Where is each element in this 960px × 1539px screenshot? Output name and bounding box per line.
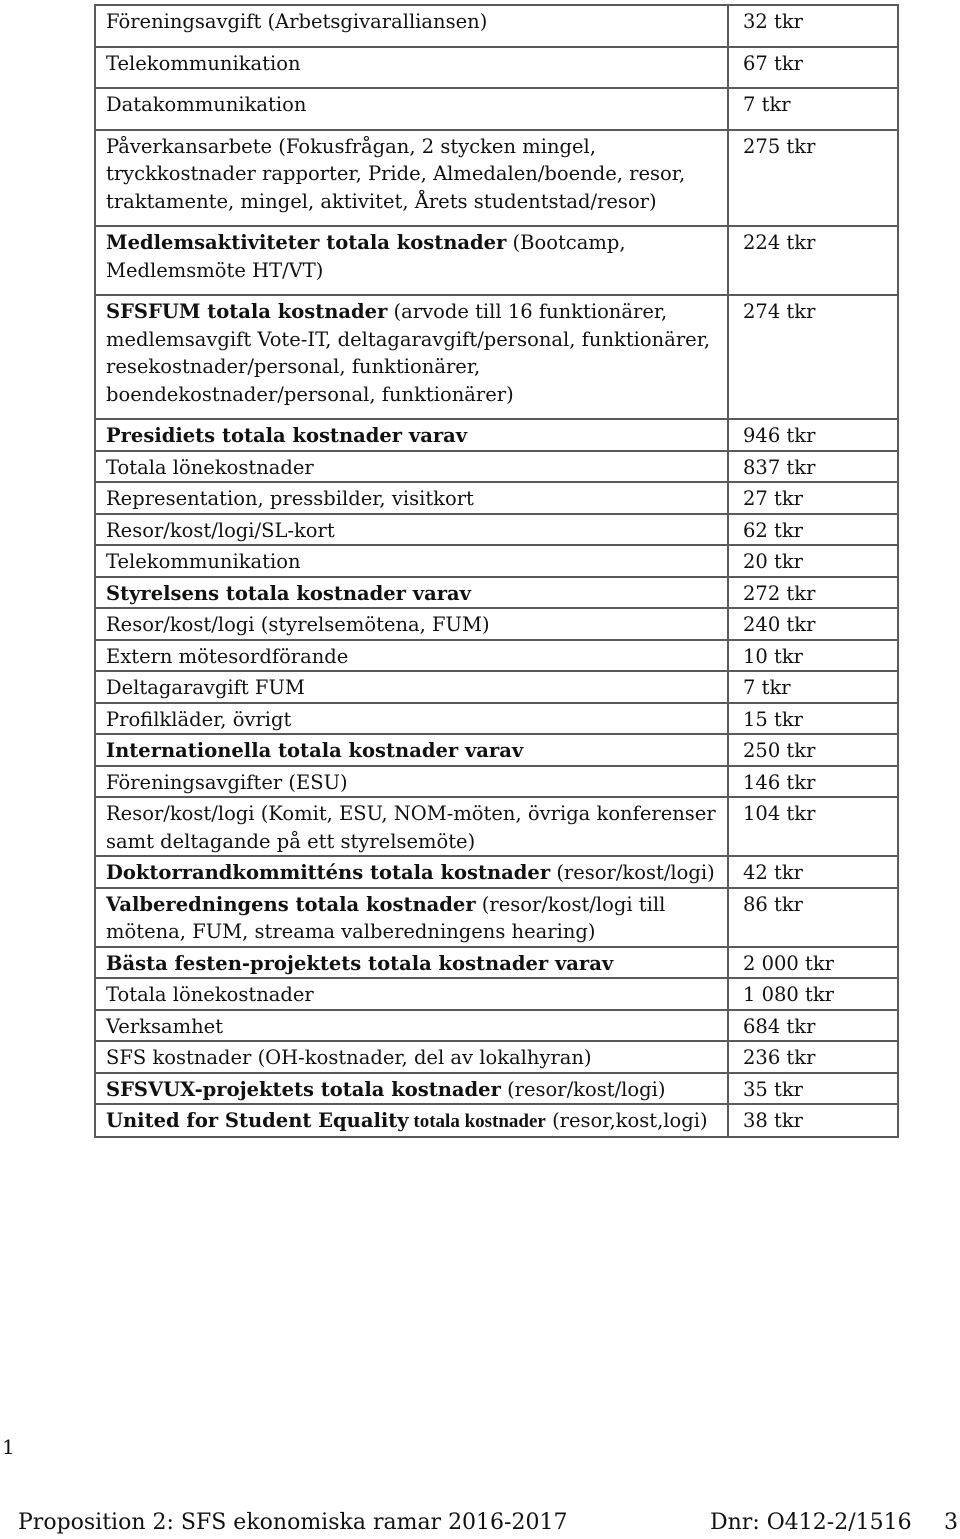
budget-table-body	[95, 5, 898, 1137]
budget-item-amount: 7 tkr	[728, 671, 898, 703]
budget-item-amount: 240 tkr	[728, 608, 898, 640]
budget-row	[95, 226, 898, 295]
budget-item-amount: 67 tkr	[728, 47, 898, 89]
budget-item-label	[95, 419, 728, 451]
budget-item-label	[95, 5, 728, 47]
budget-item-amount: 250 tkr	[728, 734, 898, 766]
label-bold-text: Valberedningens totala kostnader	[106, 892, 476, 916]
label-text: Påverkansarbete (Fokusfrågan, 2 stycken mingel, tryckkostnader rapporter, Pride, Almedalen/boende, resor, traktamente, mingel, aktivitet, Årets studentstad/resor)	[106, 134, 686, 213]
label-detail-text: (resor/kost/logi)	[550, 861, 715, 884]
budget-row	[95, 640, 898, 672]
budget-item-label	[95, 671, 728, 703]
budget-row	[95, 451, 898, 483]
budget-row	[95, 5, 898, 47]
budget-item-label	[95, 295, 728, 419]
budget-row	[95, 608, 898, 640]
label-text: Föreningsavgifter (ESU)	[106, 770, 348, 794]
budget-item-amount: 837 tkr	[728, 451, 898, 483]
budget-item-amount: 224 tkr	[728, 226, 898, 295]
budget-row	[95, 577, 898, 609]
budget-row	[95, 514, 898, 546]
label-text: Telekommunikation	[106, 51, 301, 75]
label-text: Telekommunikation	[106, 550, 301, 573]
budget-item-label	[95, 451, 728, 483]
budget-table	[94, 4, 899, 1138]
budget-item-amount: 1 080 tkr	[728, 978, 898, 1010]
label-text: Resor/kost/logi (Komit, ESU, NOM-möten, övriga konferenser samt deltagande på ett styrelsemöte)	[106, 802, 716, 853]
budget-item-label	[95, 766, 728, 798]
label-text: Verksamhet	[106, 1014, 224, 1038]
budget-item-label	[95, 545, 728, 577]
budget-row	[95, 1010, 898, 1042]
label-bold-text: Bästa festen-projektets totala kostnader varav	[106, 951, 614, 975]
budget-item-amount: 272 tkr	[728, 577, 898, 609]
budget-row	[95, 295, 898, 419]
budget-item-label	[95, 1073, 728, 1105]
budget-item-amount: 104 tkr	[728, 797, 898, 856]
label-bold-text: SFSFUM totala kostnader	[106, 300, 388, 323]
label-detail-text: (Bootcamp, Medlemsmöte HT/VT)	[106, 231, 626, 282]
label-bold-text: Styrelsens totala kostnader varav	[106, 581, 471, 605]
label-text: Totala lönekostnader	[106, 455, 314, 479]
label-text: Resor/kost/logi (styrelsemötena, FUM)	[106, 613, 490, 636]
budget-row	[95, 419, 898, 451]
label-bold-text: United for Student Equality	[106, 1109, 409, 1132]
budget-row	[95, 1073, 898, 1105]
budget-row	[95, 1041, 898, 1073]
budget-item-label	[95, 47, 728, 89]
budget-item-amount: 42 tkr	[728, 856, 898, 888]
budget-item-amount: 274 tkr	[728, 295, 898, 419]
budget-row	[95, 482, 898, 514]
label-text: SFS kostnader (OH-kostnader, del av lokalhyran)	[106, 1046, 592, 1069]
budget-row	[95, 978, 898, 1010]
budget-row	[95, 88, 898, 130]
budget-item-label	[95, 978, 728, 1010]
label-detail-text: (resor/kost/logi till mötena, FUM, streama valberedningens hearing)	[106, 892, 666, 943]
label-text: Profilkläder, övrigt	[106, 707, 292, 731]
label-detail-text: (resor,kost,logi)	[545, 1109, 708, 1132]
budget-item-label	[95, 640, 728, 672]
label-text: Föreningsavgift (Arbetsgivaralliansen)	[106, 10, 488, 33]
budget-item-amount: 35 tkr	[728, 1073, 898, 1105]
budget-item-amount: 146 tkr	[728, 766, 898, 798]
budget-row	[95, 888, 898, 947]
footer-dnr: Dnr: O412-2/1516	[710, 1510, 912, 1535]
budget-item-amount: 10 tkr	[728, 640, 898, 672]
budget-item-label	[95, 1010, 728, 1042]
budget-item-label	[95, 888, 728, 947]
budget-item-label	[95, 577, 728, 609]
budget-item-amount: 2 000 tkr	[728, 947, 898, 979]
budget-item-amount: 275 tkr	[728, 130, 898, 227]
budget-row	[95, 47, 898, 89]
budget-item-amount: 20 tkr	[728, 545, 898, 577]
budget-item-label	[95, 734, 728, 766]
budget-item-label	[95, 1041, 728, 1073]
budget-item-amount: 946 tkr	[728, 419, 898, 451]
label-bold-text: Internationella totala kostnader varav	[106, 739, 524, 762]
budget-item-label	[95, 482, 728, 514]
label-bold-small-text: totala kostnader	[408, 1111, 546, 1132]
budget-row	[95, 545, 898, 577]
label-text: Totala lönekostnader	[106, 983, 314, 1006]
budget-item-label	[95, 514, 728, 546]
budget-row	[95, 130, 898, 227]
budget-row	[95, 703, 898, 735]
footer-document-title: Proposition 2: SFS ekonomiska ramar 2016-2017	[18, 1510, 568, 1535]
label-detail-text: (resor/kost/logi)	[500, 1077, 666, 1101]
label-text: Datakommunikation	[106, 93, 307, 116]
label-text: Deltagaravgift FUM	[106, 676, 305, 699]
label-text: Extern mötesordförande	[106, 644, 349, 668]
budget-item-label	[95, 608, 728, 640]
label-bold-text: Doktorrandkommitténs totala kostnader	[106, 861, 551, 884]
budget-item-label	[95, 947, 728, 979]
budget-item-label	[95, 703, 728, 735]
budget-item-amount: 86 tkr	[728, 888, 898, 947]
label-text: Representation, pressbilder, visitkort	[106, 487, 474, 510]
budget-row	[95, 947, 898, 979]
label-bold-text: SFSVUX-projektets totala kostnader	[106, 1077, 501, 1101]
budget-row	[95, 1104, 898, 1137]
label-bold-text: Medlemsaktiviteter totala kostnader	[106, 231, 507, 254]
budget-item-label	[95, 797, 728, 856]
budget-item-amount: 236 tkr	[728, 1041, 898, 1073]
budget-item-label	[95, 88, 728, 130]
budget-item-label	[95, 1104, 728, 1137]
budget-item-amount: 15 tkr	[728, 703, 898, 735]
budget-row	[95, 797, 898, 856]
budget-item-amount: 32 tkr	[728, 5, 898, 47]
footer-page-number: 3	[944, 1510, 958, 1535]
budget-row	[95, 671, 898, 703]
budget-item-amount: 684 tkr	[728, 1010, 898, 1042]
budget-row	[95, 856, 898, 888]
budget-item-amount: 62 tkr	[728, 514, 898, 546]
label-bold-text: Presidiets totala kostnader varav	[106, 424, 468, 447]
budget-item-amount: 7 tkr	[728, 88, 898, 130]
budget-row	[95, 734, 898, 766]
page-number-left: 1	[2, 1435, 15, 1459]
budget-item-amount: 27 tkr	[728, 482, 898, 514]
budget-item-amount: 38 tkr	[728, 1104, 898, 1137]
budget-item-label	[95, 856, 728, 888]
budget-item-label	[95, 226, 728, 295]
budget-item-label	[95, 130, 728, 227]
label-detail-text: (arvode till 16 funktionärer, medlemsavgift Vote-IT, deltagaravgift/personal, funktionärer, resekostnader/personal, funktionärer, boendekostnader/personal, funktionärer)	[106, 300, 711, 406]
budget-row	[95, 766, 898, 798]
label-text: Resor/kost/logi/SL-kort	[106, 518, 335, 542]
